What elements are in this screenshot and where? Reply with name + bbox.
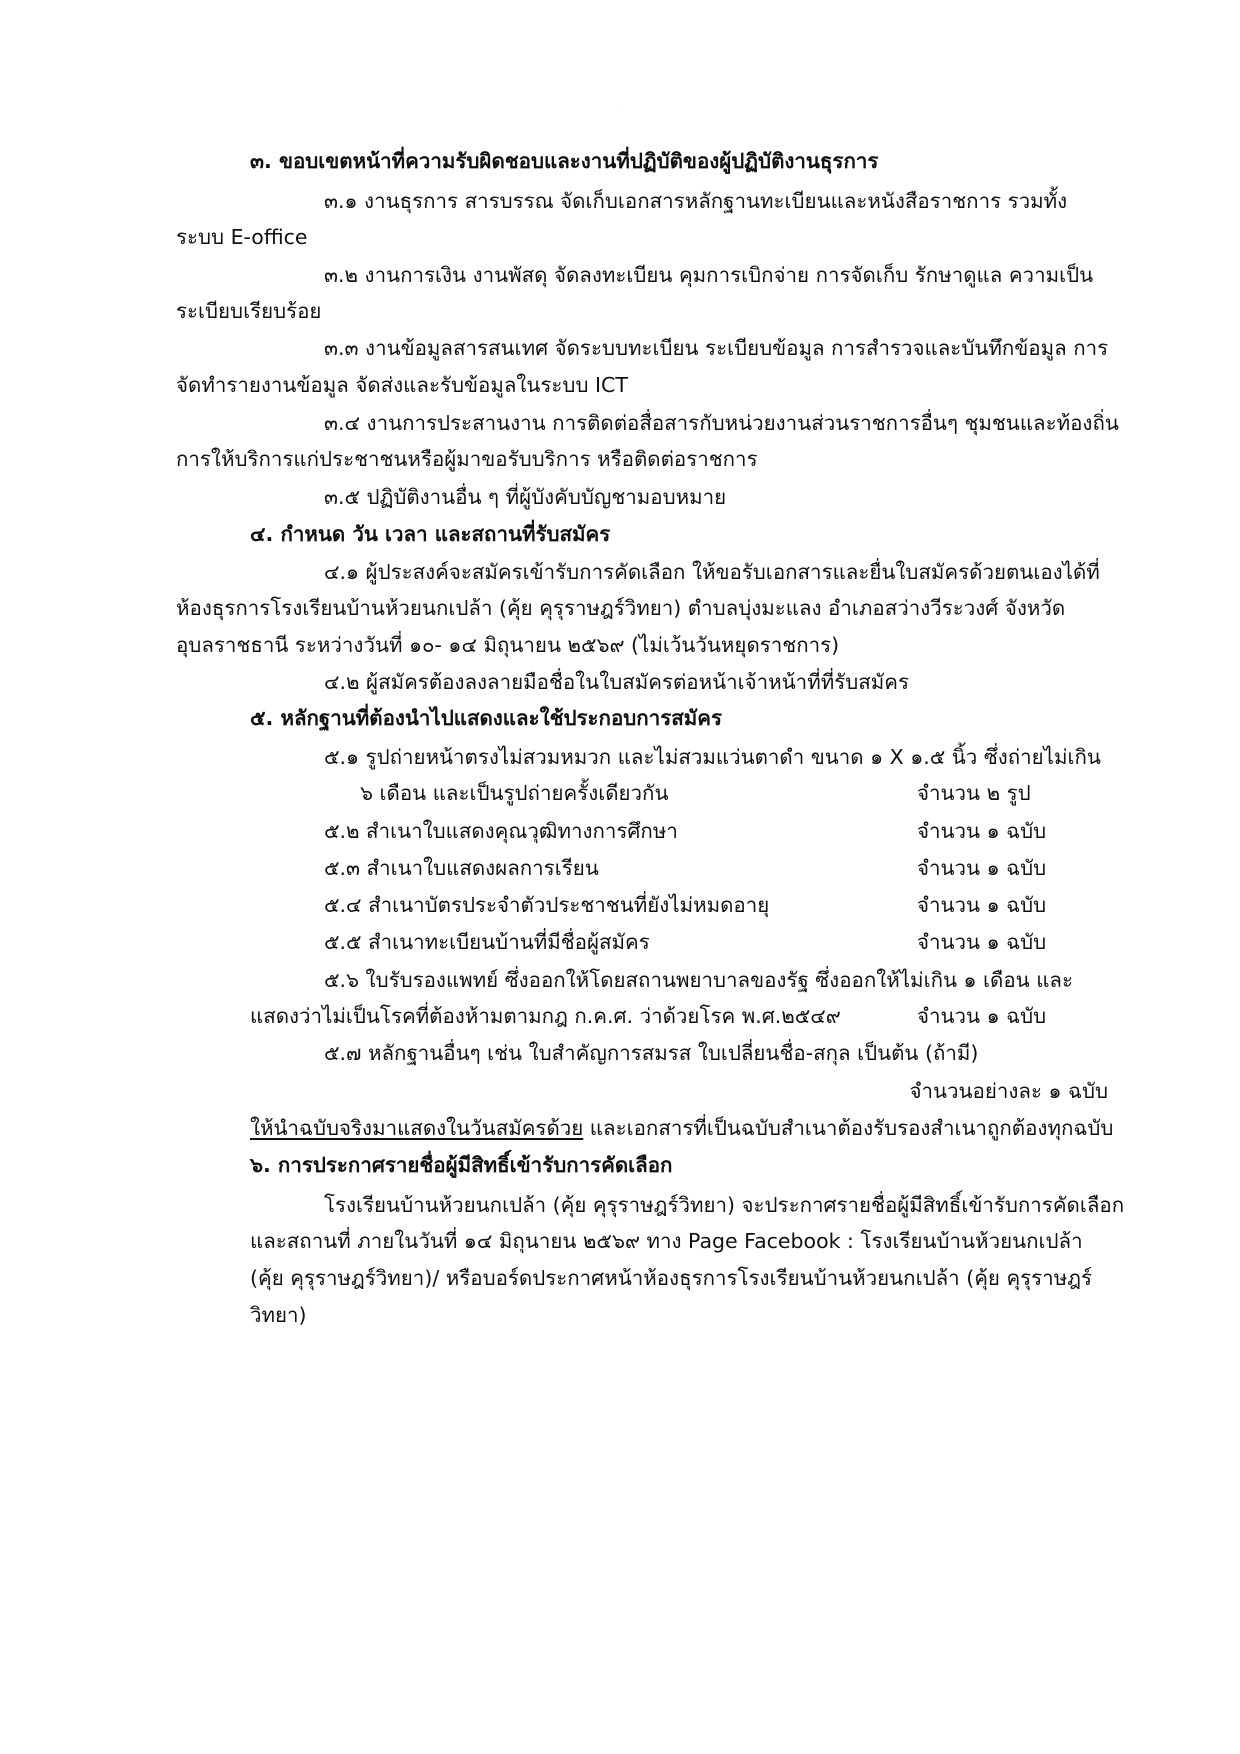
item-5-7: ๕.๗ หลักฐานอื่นๆ เช่น ใบสำคัญการสมรส ใบเปลี่ยนชื่อ-สกุล เป็นต้น (ถ้ามี) xyxy=(324,1041,979,1065)
item-3-5: ๓.๕ ปฏิบัติงานอื่น ๆ ที่ผู้บังคับบัญชามอบหมาย xyxy=(324,485,727,509)
note-rest-text: และเอกสารที่เป็นฉบับสำเนาต้องรับรองสำเนาถูกต้องทุกฉบับ xyxy=(583,1116,1114,1140)
item-5-1-line-2: ๖ เดือน และเป็นรูปถ่ายครั้งเดียวกัน xyxy=(360,781,669,805)
page-number xyxy=(0,92,1240,128)
item-3-2-line-1: ๓.๒ งานการเงิน งานพัสดุ จัดลงทะเบียน คุมการเบิกจ่าย การจัดเก็บ รักษาดูแล ความเป็น xyxy=(324,263,1094,287)
item-3-4-line-1: ๓.๔ งานการประสานงาน การติดต่อสื่อสารกับหน่วยงานส่วนราชการอื่นๆ ชุมชนและท้องถิ่น xyxy=(324,411,1119,435)
item-3-2-line-2: ระเบียบเรียบร้อย xyxy=(176,299,322,323)
item-5-3-quantity: จำนวน ๑ ฉบับ xyxy=(917,856,1047,880)
item-5-5-quantity: จำนวน ๑ ฉบับ xyxy=(917,930,1047,954)
item-3-1-line-1: ๓.๑ งานธุรการ สารบรรณ จัดเก็บเอกสารหลักฐานทะเบียนและหนังสือราชการ รวมทั้ง xyxy=(324,189,1068,213)
item-3-3-line-1: ๓.๓ งานข้อมูลสารสนเทศ จัดระบบทะเบียน ระเบียบข้อมูล การสำรวจและบันทึกข้อมูล การ xyxy=(324,336,1109,360)
item-5-2: ๕.๒ สำเนาใบแสดงคุณวุฒิทางการศึกษา xyxy=(324,819,678,843)
item-5-7-quantity: จำนวนอย่างละ ๑ ฉบับ xyxy=(909,1079,1108,1103)
section-6-heading: ๖. การประกาศรายชื่อผู้มีสิทธิ์เข้ารับการคัดเลือก xyxy=(250,1153,673,1177)
note-underlined-text: ให้นำฉบับจริงมาแสดงในวันสมัครด้วย xyxy=(250,1116,584,1140)
item-5-4: ๕.๔ สำเนาบัตรประจำตัวประชาชนที่ยังไม่หมดอายุ xyxy=(324,893,770,917)
section-4-heading: ๔. กำหนด วัน เวลา และสถานที่รับสมัคร xyxy=(250,522,611,546)
original-documents-note xyxy=(250,1110,1113,1146)
section-6-line-4: วิทยา) xyxy=(250,1303,307,1327)
item-4-1-line-1: ๔.๑ ผู้ประสงค์จะสมัครเข้ารับการคัดเลือก ให้ขอรับเอกสารและยื่นใบสมัครด้วยตนเองได้ที่ xyxy=(324,560,1100,584)
item-3-4-line-2: การให้บริการแก่ประชาชนหรือผู้มาขอรับบริการ หรือติดต่อราชการ xyxy=(176,447,758,471)
item-5-6-quantity: จำนวน ๑ ฉบับ xyxy=(917,1004,1047,1028)
item-3-3-line-2: จัดทำรายงานข้อมูล จัดส่งและรับข้อมูลในระบบ ICT xyxy=(176,373,628,397)
item-5-6-line-2: แสดงว่าไม่เป็นโรคที่ต้องห้ามตามกฎ ก.ค.ศ. ว่าด้วยโรค พ.ศ.๒๕๔๙ xyxy=(250,1004,841,1028)
item-5-2-quantity: จำนวน ๑ ฉบับ xyxy=(917,819,1047,843)
item-4-1-line-2: ห้องธุรการโรงเรียนบ้านห้วยนกเปล้า (คุ้ย คุรุราษฎร์วิทยา) ตำบลบุ่งมะแลง อำเภอสว่างวีระวงศ์ จังหวัด xyxy=(176,596,1066,620)
item-5-3: ๕.๓ สำเนาใบแสดงผลการเรียน xyxy=(324,856,599,880)
item-5-1-quantity: จำนวน ๒ รูป xyxy=(917,781,1031,805)
section-5-heading: ๕. หลักฐานที่ต้องนำไปแสดงและใช้ประกอบการสมัคร xyxy=(250,706,722,730)
section-6-line-3: (คุ้ย คุรุราษฎร์วิทยา)/ หรือบอร์ดประกาศหน้าห้องธุรการโรงเรียนบ้านห้วยนกเปล้า (คุ้ย คุรุราษฎร์ xyxy=(250,1266,1092,1290)
item-5-1-line-1: ๕.๑ รูปถ่ายหน้าตรงไม่สวมหมวก และไม่สวมแว่นตาดำ ขนาด ๑ X ๑.๕ นิ้ว ซึ่งถ่ายไม่เกิน xyxy=(324,745,1101,769)
item-4-1-line-3: อุบลราชธานี ระหว่างวันที่ ๑๐- ๑๔ มิถุนายน ๒๕๖๙ (ไม่เว้นวันหยุดราชการ) xyxy=(176,633,840,657)
section-3-heading: ๓. ขอบเขตหน้าที่ความรับผิดชอบและงานที่ปฏิบัติของผู้ปฏิบัติงานธุรการ xyxy=(250,149,879,173)
item-5-5: ๕.๕ สำเนาทะเบียนบ้านที่มีชื่อผู้สมัคร xyxy=(324,930,650,954)
item-3-1-line-2: ระบบ E-office xyxy=(176,225,308,249)
section-6-line-1: โรงเรียนบ้านห้วยนกเปล้า (คุ้ย คุรุราษฎร์วิทยา) จะประกาศรายชื่อผู้มีสิทธิ์เข้ารับการคัดเลือก xyxy=(324,1193,1125,1217)
item-4-2: ๔.๒ ผู้สมัครต้องลงลายมือชื่อในใบสมัครต่อหน้าเจ้าหน้าที่ที่รับสมัคร xyxy=(324,670,909,694)
item-5-4-quantity: จำนวน ๑ ฉบับ xyxy=(917,893,1047,917)
section-6-line-2: และสถานที่ ภายในวันที่ ๑๔ มิถุนายน ๒๕๖๙ ทาง Page Facebook : โรงเรียนบ้านห้วยนกเปล้า xyxy=(250,1229,1083,1253)
item-5-6-line-1: ๕.๖ ใบรับรองแพทย์ ซึ่งออกให้โดยสถานพยาบาลของรัฐ ซึ่งออกให้ไม่เกิน ๑ เดือน และ xyxy=(324,968,1074,992)
